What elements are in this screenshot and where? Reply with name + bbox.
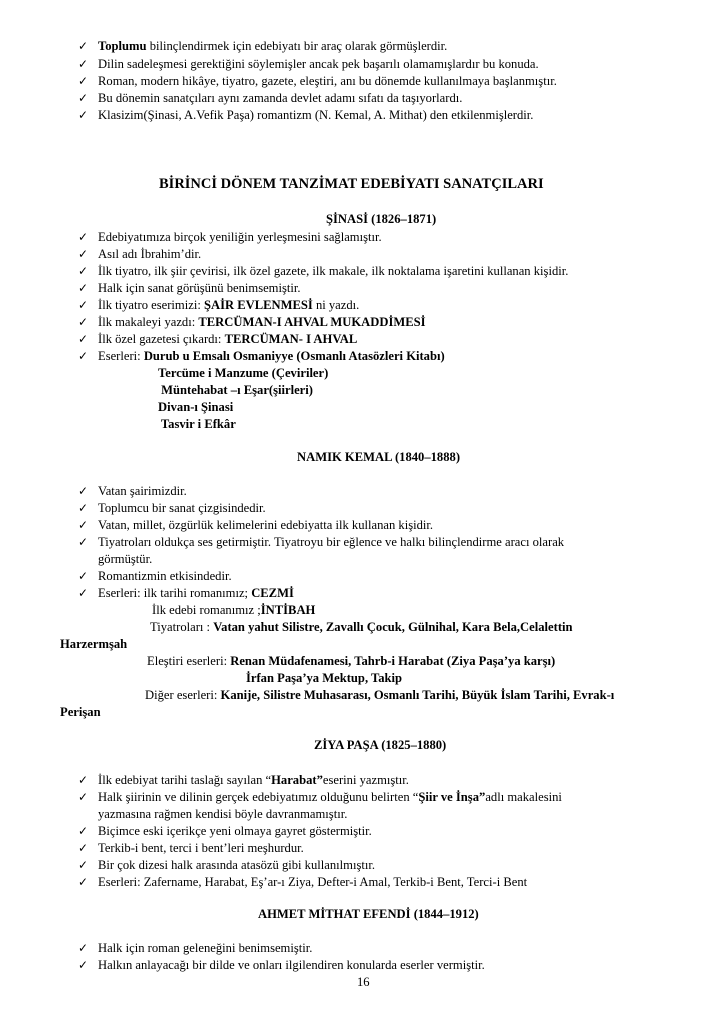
- check-icon: ✓: [78, 569, 89, 583]
- check-icon: ✓: [78, 501, 89, 515]
- ahmet-item-1: Halk için roman geleneğini benimsemiştir.: [98, 941, 313, 955]
- namik-item-4: Tiyatroları oldukça ses getirmiştir. Tiyatroyu bir eğlence ve halkı bilinçlendirme aracı olarak: [98, 535, 565, 549]
- intro-item-1: Toplumu bilinçlendirmek için edebiyatı bir araç olarak görmüşlerdir.: [98, 39, 448, 53]
- namik-tiyatro: Tiyatroları : Vatan yahut Silistre, Zavallı Çocuk, Gülnihal, Kara Bela,Celalettin: [150, 620, 573, 634]
- check-icon: ✓: [78, 773, 89, 787]
- ahmet-item-2: Halkın anlayacağı bir dilde ve onları ilgilendiren konularda eserler vermiştir.: [98, 958, 485, 972]
- check-icon: ✓: [78, 247, 89, 261]
- check-icon: ✓: [78, 535, 89, 549]
- intro-item-3: Roman, modern hikâye, tiyatro, gazete, eleştiri, anı bu dönemde kullanılmaya başlanmıştır.: [98, 74, 557, 88]
- namik-item-5: Romantizmin etkisindedir.: [98, 569, 232, 583]
- sinasi-item-7: İlk özel gazetesi çıkardı: TERCÜMAN- I AHVAL: [98, 332, 358, 346]
- check-icon: ✓: [78, 484, 89, 498]
- check-icon: ✓: [78, 518, 89, 532]
- sinasi-work: Divan-ı Şinasi: [158, 400, 234, 414]
- check-icon: ✓: [78, 958, 89, 972]
- sinasi-heading: ŞİNASİ (1826–1871): [326, 212, 437, 226]
- namik-diger-cont: Perişan: [60, 705, 101, 719]
- page-number: 16: [357, 975, 370, 989]
- sinasi-item-3: İlk tiyatro, ilk şiir çevirisi, ilk özel gazete, ilk makale, ilk noktalama işaretini kullanan kişidir.: [98, 264, 569, 278]
- check-icon: ✓: [78, 91, 89, 105]
- namik-edebi-roman: İlk edebi romanımız ;İNTİBAH: [152, 603, 316, 617]
- sinasi-item-4: Halk için sanat görüşünü benimsemiştir.: [98, 281, 301, 295]
- intro-item-5: Klasizim(Şinasi, A.Vefik Paşa) romantizm (N. Kemal, A. Mithat) den etkilenmişlerdir.: [98, 108, 534, 122]
- sinasi-work: Tasvir i Efkâr: [158, 417, 236, 431]
- check-icon: ✓: [78, 39, 89, 53]
- check-icon: ✓: [78, 824, 89, 838]
- check-icon: ✓: [78, 332, 89, 346]
- check-icon: ✓: [78, 57, 89, 71]
- namik-item-4-cont: görmüştür.: [98, 552, 153, 566]
- sinasi-item-6: İlk makaleyi yazdı: TERCÜMAN-I AHVAL MUKADDİMESİ: [98, 315, 426, 329]
- ziya-item-6: Eserleri: Zafername, Harabat, Eş’ar-ı Ziya, Defter-i Amal, Terkib-i Bent, Terci-i Bent: [98, 875, 528, 889]
- check-icon: ✓: [78, 74, 89, 88]
- ziya-item-3: Biçimce eski içerikçe yeni olmaya gayret göstermiştir.: [98, 824, 372, 838]
- ziya-item-2-cont: yazmasına rağmen kendisi böyle davranmamıştır.: [98, 807, 348, 821]
- check-icon: ✓: [78, 858, 89, 872]
- sinasi-item-2: Asıl adı İbrahim’dir.: [98, 247, 202, 261]
- sinasi-work: Müntehabat –ı Eşar(şiirleri): [158, 383, 313, 397]
- ahmet-heading: AHMET MİTHAT EFENDİ (1844–1912): [258, 907, 479, 921]
- namik-elestiri: Eleştiri eserleri: Renan Müdafenamesi, Tahrb-i Harabat (Ziya Paşa’ya karşı): [147, 654, 556, 668]
- namik-diger: Diğer eserleri: Kanije, Silistre Muhasarası, Osmanlı Tarihi, Büyük İslam Tarihi, Evrak-ı: [145, 688, 615, 702]
- namik-item-1: Vatan şairimizdir.: [98, 484, 187, 498]
- ziya-item-2: Halk şiirinin ve dilinin gerçek edebiyatımız olduğunu belirten “Şiir ve İnşa”adlı makalesini: [98, 790, 562, 804]
- namik-item-3: Vatan, millet, özgürlük kelimelerini edebiyatta ilk kullanan kişidir.: [98, 518, 434, 532]
- sinasi-work: Tercüme i Manzume (Çeviriler): [158, 366, 329, 380]
- ziya-item-4: Terkib-i bent, terci i bent’leri meşhurdur.: [98, 841, 304, 855]
- check-icon: ✓: [78, 315, 89, 329]
- intro-item-4: Bu dönemin sanatçıları aynı zamanda devlet adamı sıfatı da taşıyorlardı.: [98, 91, 463, 105]
- namik-eserleri: Eserleri: ilk tarihi romanımız; CEZMİ: [98, 586, 294, 600]
- check-icon: ✓: [78, 349, 89, 363]
- intro-item-2: Dilin sadeleşmesi gerektiğini söylemişler ancak pek başarılı olamamışlardır bu konuda.: [98, 57, 539, 71]
- sinasi-item-5: İlk tiyatro eserimizi: ŞAİR EVLENMESİ ni yazdı.: [98, 298, 360, 312]
- check-icon: ✓: [78, 108, 89, 122]
- sinasi-item-8: Eserleri: Durub u Emsalı Osmaniyye (Osmanlı Atasözleri Kitabı): [98, 349, 445, 363]
- namik-heading: NAMIK KEMAL (1840–1888): [297, 450, 461, 464]
- ziya-item-1: İlk edebiyat tarihi taslağı sayılan “Harabat”eserini yazmıştır.: [98, 773, 409, 787]
- check-icon: ✓: [78, 790, 89, 804]
- namik-irfan: İrfan Paşa’ya Mektup, Takip: [246, 671, 403, 685]
- check-icon: ✓: [78, 941, 89, 955]
- check-icon: ✓: [78, 298, 89, 312]
- namik-item-2: Toplumcu bir sanat çizgisindedir.: [98, 501, 266, 515]
- section-title: BİRİNCİ DÖNEM TANZİMAT EDEBİYATI SANATÇILARI: [159, 176, 544, 192]
- sinasi-item-1: Edebiyatımıza birçok yeniliğin yerleşmesini sağlamıştır.: [98, 230, 382, 244]
- check-icon: ✓: [78, 230, 89, 244]
- check-icon: ✓: [78, 586, 89, 600]
- check-icon: ✓: [78, 875, 89, 889]
- check-icon: ✓: [78, 281, 89, 295]
- ziya-heading: ZİYA PAŞA (1825–1880): [314, 738, 447, 752]
- check-icon: ✓: [78, 264, 89, 278]
- namik-tiyatro-cont: Harzermşah: [60, 637, 128, 651]
- check-icon: ✓: [78, 841, 89, 855]
- ziya-item-5: Bir çok dizesi halk arasında atasözü gibi kullanılmıştır.: [98, 858, 376, 872]
